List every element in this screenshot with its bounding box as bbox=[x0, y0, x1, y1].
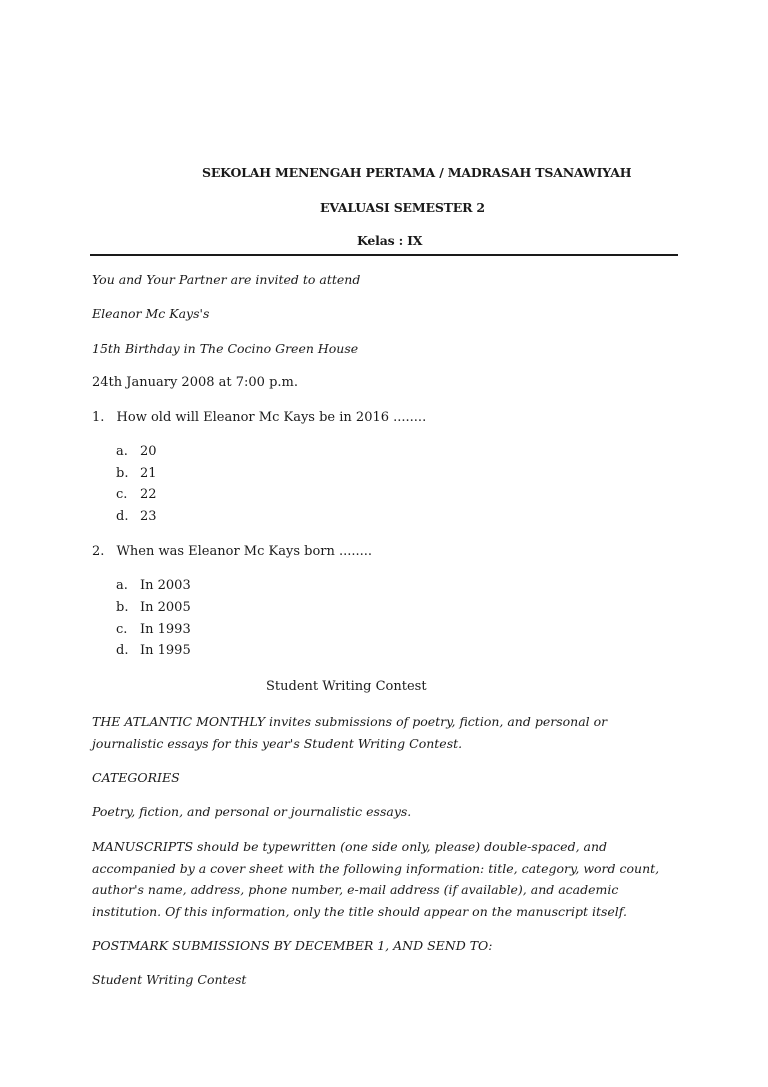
option-text: In 2005 bbox=[140, 600, 191, 615]
option-text: In 2003 bbox=[140, 578, 191, 593]
exam-heading: EVALUASI SEMESTER 2 bbox=[320, 200, 485, 215]
categories-heading: CATEGORIES bbox=[92, 770, 180, 785]
option-text: In 1995 bbox=[140, 643, 191, 658]
invitation-line-2: Eleanor Mc Kays's bbox=[92, 306, 210, 321]
question-number: 1. bbox=[92, 410, 105, 425]
question-text: How old will Eleanor Mc Kays be in 2016 ........ bbox=[116, 410, 427, 425]
class-heading: Kelas : IX bbox=[357, 233, 423, 248]
question-number: 2. bbox=[92, 544, 105, 559]
question-1 bbox=[92, 410, 426, 425]
option-text: 23 bbox=[140, 509, 157, 524]
option-1c bbox=[116, 487, 157, 502]
option-1d bbox=[116, 509, 157, 524]
categories-text: Poetry, fiction, and personal or journalistic essays. bbox=[92, 804, 412, 819]
option-2b bbox=[116, 600, 191, 615]
postmark-text: POSTMARK SUBMISSIONS BY DECEMBER 1, AND SEND TO: bbox=[92, 938, 493, 953]
option-2c bbox=[116, 622, 191, 637]
option-2a bbox=[116, 578, 191, 593]
option-1b bbox=[116, 466, 157, 481]
header-divider bbox=[90, 254, 678, 256]
option-text: 22 bbox=[140, 487, 157, 502]
contest-intro: THE ATLANTIC MONTHLY invites submissions of poetry, fiction, and personal or journalistic essays for this year's Student Writing Contest. bbox=[92, 714, 608, 751]
manuscripts-text: MANUSCRIPTS should be typewritten (one side only, please) double-spaced, and accompanied by a cover sheet with the following information: title, category, word count, author's name, address, phone number, e-mail address (if available), and academic institution. Of this information, only the title should appear on the manuscript itself. bbox=[92, 839, 660, 919]
address-line-1: Student Writing Contest bbox=[92, 972, 247, 987]
option-letter: c. bbox=[116, 622, 128, 637]
option-letter: c. bbox=[116, 487, 128, 502]
invitation-line-4: 24th January 2008 at 7:00 p.m. bbox=[92, 375, 298, 390]
option-letter: a. bbox=[116, 444, 128, 459]
option-text: 20 bbox=[140, 444, 157, 459]
option-letter: a. bbox=[116, 578, 128, 593]
option-letter: b. bbox=[116, 466, 129, 481]
option-text: In 1993 bbox=[140, 622, 191, 637]
option-text: 21 bbox=[140, 466, 157, 481]
invitation-line-3: 15th Birthday in The Cocino Green House bbox=[92, 341, 359, 356]
option-2d bbox=[116, 643, 191, 658]
option-1a bbox=[116, 444, 157, 459]
question-text: When was Eleanor Mc Kays born ........ bbox=[116, 544, 373, 559]
invitation-line-1: You and Your Partner are invited to attend bbox=[92, 272, 361, 287]
school-heading: SEKOLAH MENENGAH PERTAMA / MADRASAH TSANAWIYAH bbox=[202, 165, 632, 180]
option-letter: d. bbox=[116, 509, 129, 524]
question-2 bbox=[92, 544, 372, 559]
option-letter: b. bbox=[116, 600, 129, 615]
contest-title: Student Writing Contest bbox=[266, 679, 427, 694]
option-letter: d. bbox=[116, 643, 129, 658]
